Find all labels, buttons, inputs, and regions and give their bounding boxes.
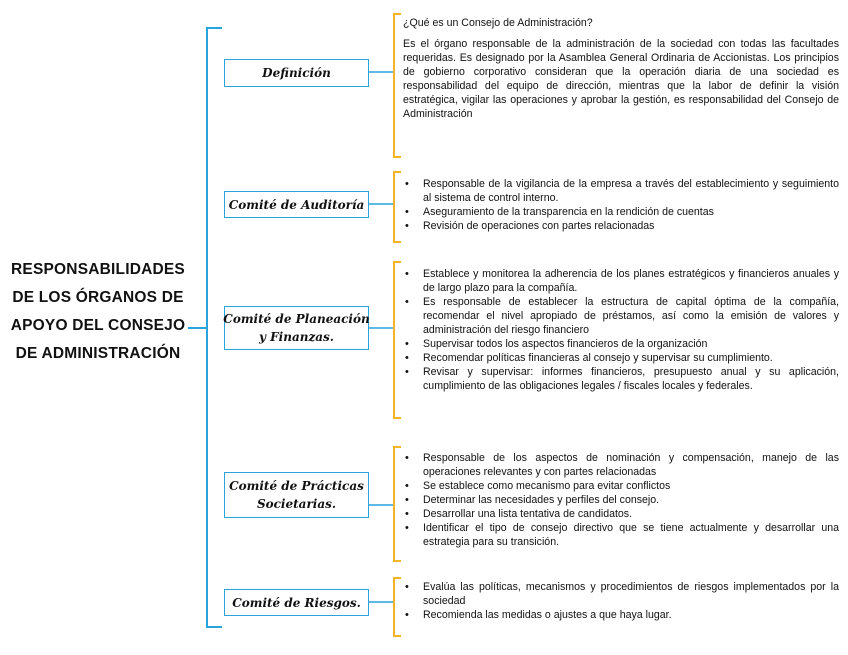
definition-paragraph: Es el órgano responsable de la administración de la sociedad con todas las facultades requeridas. Es designado por la Asamblea General Ordinaria de Accionistas. Los principios de gobierno corporativo consideran que la operación diaria de una sociedad es responsabilidad del equipo de dirección, mientras que la labor de definir la visión estratégica, vigilar las operaciones y aprobar la gestión, es responsabilidad del Consejo de Administración: [403, 38, 839, 120]
list-item: • Responsable de los aspectos de nominación y compensación, manejo de las operaciones relevantes y con partes relacionadas: [423, 451, 839, 479]
box-label: Comité de Riesgos.: [232, 595, 361, 610]
bracket-definicion: [394, 14, 401, 157]
list-item: • Establece y monitorea la adherencia de los planes estratégicos y financieros anuales y de largo plazo para la compañía.: [423, 267, 839, 295]
bullet-list: [403, 267, 839, 393]
title-line: DE ADMINISTRACIÓN: [15, 345, 181, 362]
content-planeacion: [403, 267, 839, 393]
list-item: • Aseguramiento de la transparencia en la rendición de cuentas: [423, 205, 839, 219]
main-bracket: [207, 28, 222, 627]
list-item: • Desarrollar una lista tentativa de candidatos.: [423, 507, 839, 521]
list-item: • Supervisar todos los aspectos financieros de la organización: [423, 337, 839, 351]
bullet-list: [403, 177, 839, 233]
bracket-practicas: [394, 447, 401, 561]
list-item: • Responsable de la vigilancia de la empresa a través del establecimiento y seguimiento al sistema de control interno.: [423, 177, 839, 205]
list-item: • Recomendar políticas financieras al consejo y supervisar su cumplimiento.: [423, 351, 839, 365]
box-label: Definición: [262, 66, 331, 80]
box-auditoria: [224, 191, 369, 218]
content-riesgos: [403, 580, 839, 622]
list-item: • Revisión de operaciones con partes relacionadas: [423, 219, 839, 233]
content-practicas: [403, 451, 839, 549]
box-planeacion: [224, 306, 369, 350]
box-definicion: [224, 59, 369, 87]
box-riesgos: [224, 589, 369, 616]
box-label: Comité de Planeación: [223, 312, 370, 326]
list-item: • Recomienda las medidas o ajustes a que haya lugar.: [423, 608, 839, 622]
list-item: • Revisar y supervisar: informes financieros, presupuesto anual y su aplicación, cumplimiento de las obligaciones legales / fiscales locales y federales.: [423, 365, 839, 393]
box-label: y Finanzas.: [259, 330, 334, 344]
box-practicas: [224, 472, 369, 518]
list-item: • Evalúa las políticas, mecanismos y procedimientos de riesgos implementados por la sociedad: [423, 580, 839, 608]
list-item: • Identificar el tipo de consejo directivo que se tiene actualmente y desarrollar una estrategia para su transición.: [423, 521, 839, 549]
content-auditoria: [403, 177, 839, 233]
list-item: • Se establece como mecanismo para evitar conflictos: [423, 479, 839, 493]
bracket-auditoria: [394, 172, 401, 242]
bullet-list: [403, 451, 839, 549]
diagram-title: [8, 256, 188, 368]
bullet-list: [403, 580, 839, 622]
title-line: DE LOS ÓRGANOS DE: [12, 289, 184, 306]
box-label: Comité de Auditoría: [228, 197, 365, 212]
definition-question: ¿Qué es un Consejo de Administración?: [403, 17, 593, 29]
bracket-planeacion: [394, 262, 401, 418]
content-definicion: [403, 16, 839, 121]
title-line: RESPONSABILIDADES: [11, 261, 185, 278]
list-item: • Determinar las necesidades y perfiles del consejo.: [423, 493, 839, 507]
box-label: Comité de Prácticas: [229, 479, 364, 493]
title-line: APOYO DEL CONSEJO: [10, 317, 186, 334]
box-label: Societarias.: [256, 497, 337, 511]
bracket-riesgos: [394, 578, 401, 636]
list-item: • Es responsable de establecer la estructura de capital óptima de la compañía, recomendar el nivel apropiado de préstamos, así como la emisión de valores y administración del riesgo financiero: [423, 295, 839, 337]
